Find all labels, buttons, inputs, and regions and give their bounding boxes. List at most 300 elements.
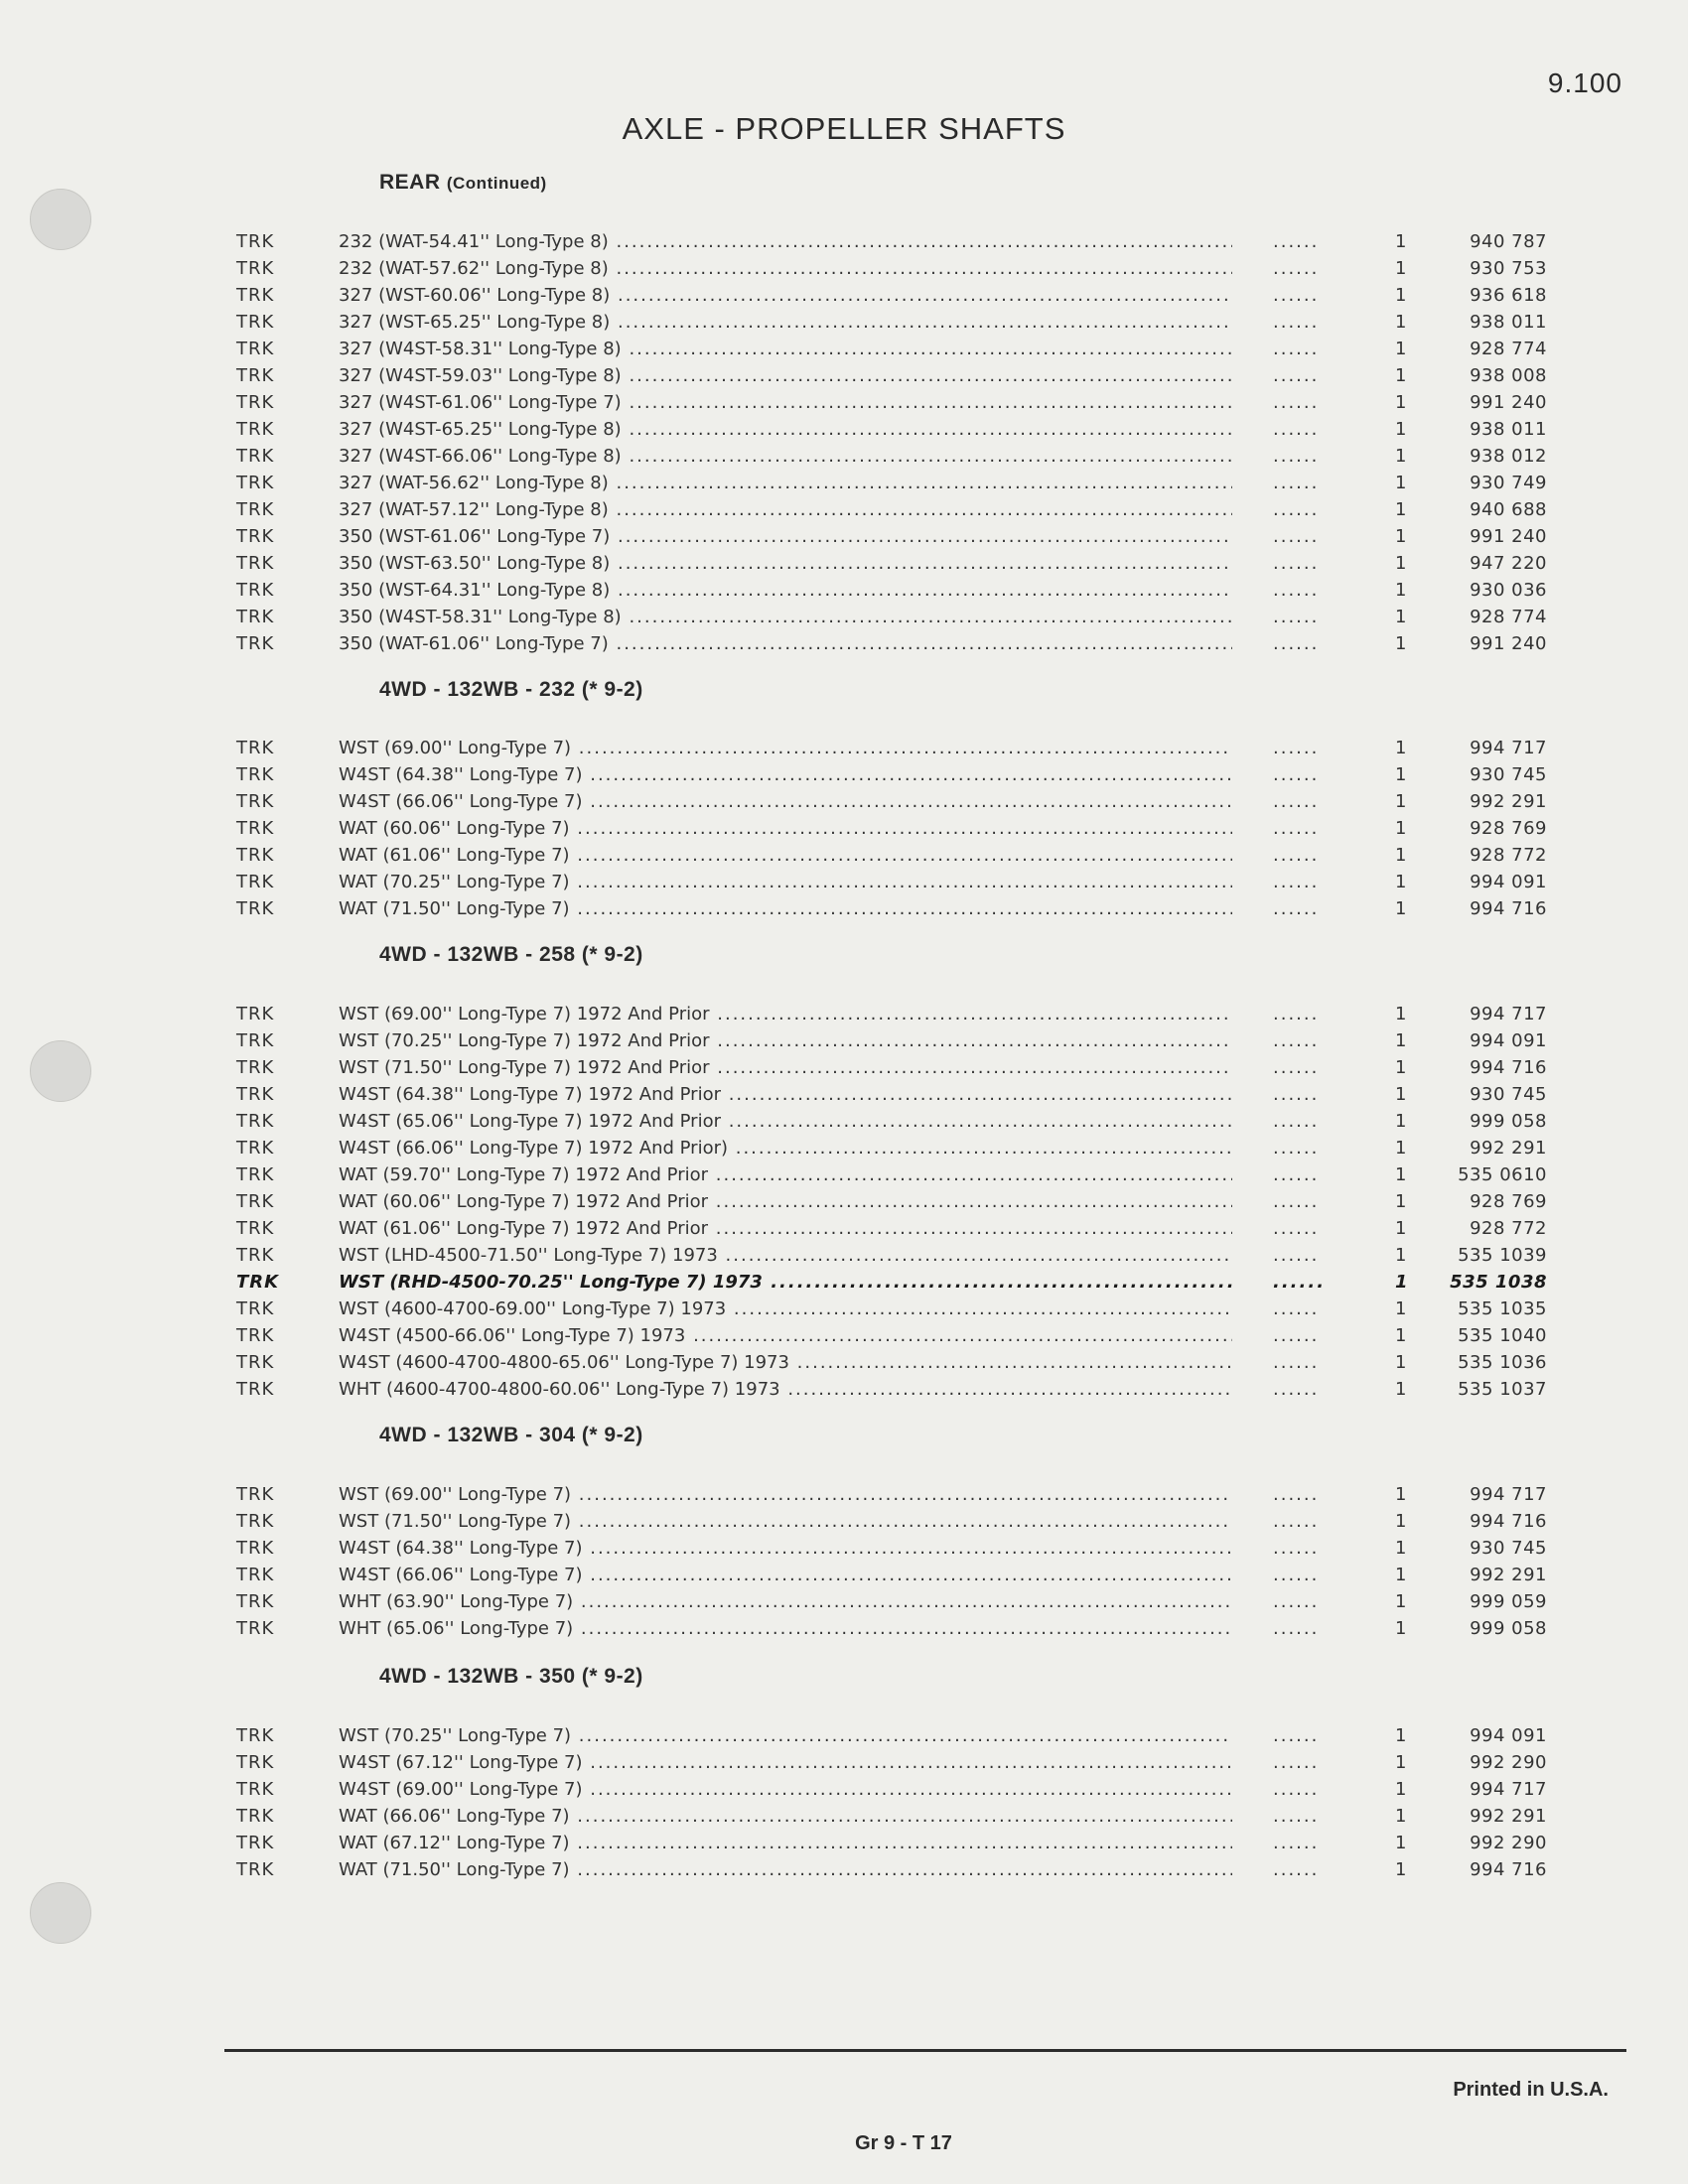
part-number: 938 011 — [1470, 312, 1547, 333]
quantity: 1 — [1395, 1245, 1407, 1266]
part-number: 535 1036 — [1458, 1352, 1547, 1373]
leader-dots: ...... — [1273, 1191, 1320, 1212]
part-description: W4ST (64.38'' Long-Type 7) ..... — [339, 764, 1232, 785]
table-row — [0, 1776, 1688, 1803]
part-description: WST (LHD-4500-71.50'' Long-Type 7) 1973 ..... — [339, 1245, 1232, 1266]
quantity: 1 — [1395, 339, 1407, 359]
leader-dots: ...... — [1273, 1084, 1320, 1105]
part-number: 535 1039 — [1458, 1245, 1547, 1266]
leader-dots: ...... — [1273, 764, 1320, 785]
part-number: 535 0610 — [1458, 1164, 1547, 1185]
vehicle-type: TRK — [236, 1191, 275, 1212]
vehicle-type: TRK — [236, 1164, 275, 1185]
leader-dots: ...... — [1273, 339, 1320, 359]
leader-dots: ...... — [1273, 231, 1320, 252]
part-description: WST (71.50'' Long-Type 7) ..... — [339, 1511, 1232, 1532]
leader-dots: ...... — [1273, 312, 1320, 333]
vehicle-type: TRK — [236, 526, 275, 547]
table-row — [0, 1562, 1688, 1588]
part-description: WAT (67.12'' Long-Type 7) ..... — [339, 1833, 1232, 1853]
part-description: 327 (WAT-56.62'' Long-Type 8) ..... — [339, 473, 1232, 493]
leader-dots: ...... — [1273, 526, 1320, 547]
quantity: 1 — [1395, 1591, 1407, 1612]
part-description: WAT (71.50'' Long-Type 7) ..... — [339, 898, 1232, 919]
table-row — [0, 523, 1688, 550]
vehicle-type: TRK — [236, 1379, 275, 1400]
leader-dots: ...... — [1273, 1111, 1320, 1132]
quantity: 1 — [1395, 738, 1407, 758]
leader-dots: ...... — [1273, 738, 1320, 758]
part-description: W4ST (66.06'' Long-Type 7) ..... — [339, 1565, 1232, 1585]
leader-dots: ...... — [1273, 1298, 1320, 1319]
table-row — [0, 1054, 1688, 1081]
quantity: 1 — [1395, 845, 1407, 866]
quantity: 1 — [1395, 446, 1407, 467]
part-number: 928 772 — [1470, 845, 1547, 866]
vehicle-type: TRK — [236, 365, 275, 386]
vehicle-type: TRK — [236, 1272, 280, 1293]
leader-dots: ...... — [1273, 285, 1320, 306]
part-number: 994 717 — [1470, 1484, 1547, 1505]
part-number: 940 787 — [1470, 231, 1547, 252]
leader-dots: ...... — [1273, 818, 1320, 839]
section-heading-text: 4WD - 132WB - 232 (* 9-2) — [379, 678, 643, 701]
leader-dots: ...... — [1273, 1379, 1320, 1400]
section-heading-text: 4WD - 132WB - 304 (* 9-2) — [379, 1424, 643, 1446]
leader-dots: ...... — [1273, 1565, 1320, 1585]
quantity: 1 — [1395, 1084, 1407, 1105]
quantity: 1 — [1395, 392, 1407, 413]
table-row — [0, 1749, 1688, 1776]
part-number: 936 618 — [1470, 285, 1547, 306]
part-description: W4ST (65.06'' Long-Type 7) 1972 And Prior ..... — [339, 1111, 1232, 1132]
quantity: 1 — [1395, 553, 1407, 574]
part-description: WAT (66.06'' Long-Type 7) ..... — [339, 1806, 1232, 1827]
vehicle-type: TRK — [236, 446, 275, 467]
leader-dots: ...... — [1273, 845, 1320, 866]
part-number: 930 745 — [1470, 1084, 1547, 1105]
part-number: 994 716 — [1470, 1057, 1547, 1078]
table-row — [0, 1322, 1688, 1349]
vehicle-type: TRK — [236, 845, 275, 866]
section-heading — [379, 1665, 643, 1689]
table-row — [0, 788, 1688, 815]
table-row — [0, 1001, 1688, 1027]
section-heading — [379, 943, 643, 967]
leader-dots: ...... — [1273, 607, 1320, 627]
leader-dots: ...... — [1273, 1030, 1320, 1051]
vehicle-type: TRK — [236, 791, 275, 812]
vehicle-type: TRK — [236, 419, 275, 440]
table-row — [0, 309, 1688, 336]
part-description: 350 (WAT-61.06'' Long-Type 7) ..... — [339, 633, 1232, 654]
table-row — [0, 282, 1688, 309]
leader-dots: ...... — [1273, 1245, 1320, 1266]
table-row — [0, 761, 1688, 788]
part-description: WHT (4600-4700-4800-60.06'' Long-Type 7) 1973 ..... — [339, 1379, 1232, 1400]
table-row — [0, 1081, 1688, 1108]
table-row — [0, 1615, 1688, 1642]
quantity: 1 — [1395, 1111, 1407, 1132]
quantity: 1 — [1395, 1164, 1407, 1185]
part-number: 994 717 — [1470, 738, 1547, 758]
leader-dots: ...... — [1273, 1272, 1327, 1293]
part-description: 350 (WST-61.06'' Long-Type 7) ..... — [339, 526, 1232, 547]
part-description: WAT (60.06'' Long-Type 7) 1972 And Prior ..... — [339, 1191, 1232, 1212]
leader-dots: ...... — [1273, 419, 1320, 440]
part-number: 999 058 — [1470, 1111, 1547, 1132]
vehicle-type: TRK — [236, 738, 275, 758]
leader-dots: ...... — [1273, 791, 1320, 812]
table-row — [0, 470, 1688, 496]
part-number: 928 774 — [1470, 607, 1547, 627]
part-number: 992 290 — [1470, 1752, 1547, 1773]
table-row — [0, 1296, 1688, 1322]
leader-dots: ...... — [1273, 872, 1320, 892]
part-description: W4ST (67.12'' Long-Type 7) ..... — [339, 1752, 1232, 1773]
part-number: 994 091 — [1470, 1030, 1547, 1051]
quantity: 1 — [1395, 499, 1407, 520]
table-row — [0, 1215, 1688, 1242]
parts-list — [0, 1722, 1688, 1883]
vehicle-type: TRK — [236, 1538, 275, 1559]
table-row — [0, 1803, 1688, 1830]
leader-dots: ...... — [1273, 499, 1320, 520]
quantity: 1 — [1395, 1833, 1407, 1853]
quantity: 1 — [1395, 1484, 1407, 1505]
leader-dots: ...... — [1273, 446, 1320, 467]
quantity: 1 — [1395, 633, 1407, 654]
section-heading — [379, 678, 643, 702]
table-row — [0, 496, 1688, 523]
table-row — [0, 869, 1688, 895]
part-description: 232 (WAT-54.41'' Long-Type 8) ..... — [339, 231, 1232, 252]
quantity: 1 — [1395, 1298, 1407, 1319]
leader-dots: ...... — [1273, 1484, 1320, 1505]
part-description: WST (4600-4700-69.00'' Long-Type 7) 1973 ..... — [339, 1298, 1232, 1319]
part-number: 938 012 — [1470, 446, 1547, 467]
table-row — [0, 1856, 1688, 1883]
part-description: W4ST (69.00'' Long-Type 7) ..... — [339, 1779, 1232, 1800]
vehicle-type: TRK — [236, 1352, 275, 1373]
part-number: 938 008 — [1470, 365, 1547, 386]
leader-dots: ...... — [1273, 1591, 1320, 1612]
vehicle-type: TRK — [236, 872, 275, 892]
vehicle-type: TRK — [236, 607, 275, 627]
leader-dots: ...... — [1273, 1511, 1320, 1532]
part-description: WST (70.25'' Long-Type 7) 1972 And Prior ..... — [339, 1030, 1232, 1051]
part-description: 327 (W4ST-58.31'' Long-Type 8) ..... — [339, 339, 1232, 359]
quantity: 1 — [1395, 231, 1407, 252]
part-number: 991 240 — [1470, 633, 1547, 654]
part-description: WST (69.00'' Long-Type 7) ..... — [339, 1484, 1232, 1505]
vehicle-type: TRK — [236, 1806, 275, 1827]
part-description: WAT (59.70'' Long-Type 7) 1972 And Prior ..... — [339, 1164, 1232, 1185]
part-description: 327 (W4ST-65.25'' Long-Type 8) ..... — [339, 419, 1232, 440]
part-number: 994 717 — [1470, 1004, 1547, 1024]
leader-dots: ...... — [1273, 1833, 1320, 1853]
leader-dots: ...... — [1273, 1618, 1320, 1639]
table-row — [0, 1588, 1688, 1615]
table-row — [0, 255, 1688, 282]
quantity: 1 — [1395, 1057, 1407, 1078]
part-number: 994 717 — [1470, 1779, 1547, 1800]
part-number: 994 091 — [1470, 872, 1547, 892]
part-description: 327 (WAT-57.12'' Long-Type 8) ..... — [339, 499, 1232, 520]
table-row — [0, 443, 1688, 470]
quantity: 1 — [1395, 473, 1407, 493]
part-description: 327 (WST-65.25'' Long-Type 8) ..... — [339, 312, 1232, 333]
leader-dots: ...... — [1273, 1806, 1320, 1827]
part-number: 991 240 — [1470, 526, 1547, 547]
leader-dots: ...... — [1273, 1725, 1320, 1746]
table-row — [0, 1722, 1688, 1749]
quantity: 1 — [1395, 365, 1407, 386]
vehicle-type: TRK — [236, 1591, 275, 1612]
table-row — [0, 1376, 1688, 1403]
vehicle-type: TRK — [236, 1325, 275, 1346]
leader-dots: ...... — [1273, 633, 1320, 654]
table-row — [0, 604, 1688, 630]
section-heading — [379, 1424, 643, 1447]
table-row — [0, 362, 1688, 389]
part-description: W4ST (4600-4700-4800-65.06'' Long-Type 7) 1973 ..... — [339, 1352, 1232, 1373]
part-description: WAT (70.25'' Long-Type 7) ..... — [339, 872, 1232, 892]
leader-dots: ...... — [1273, 1218, 1320, 1239]
part-description: 232 (WAT-57.62'' Long-Type 8) ..... — [339, 258, 1232, 279]
vehicle-type: TRK — [236, 258, 275, 279]
table-row — [0, 1349, 1688, 1376]
table-row — [0, 1108, 1688, 1135]
vehicle-type: TRK — [236, 1779, 275, 1800]
table-row — [0, 842, 1688, 869]
leader-dots: ...... — [1273, 1779, 1320, 1800]
part-number: 928 774 — [1470, 339, 1547, 359]
vehicle-type: TRK — [236, 818, 275, 839]
part-number: 930 749 — [1470, 473, 1547, 493]
vehicle-type: TRK — [236, 1752, 275, 1773]
quantity: 1 — [1395, 1752, 1407, 1773]
part-number: 994 716 — [1470, 898, 1547, 919]
quantity: 1 — [1395, 312, 1407, 333]
leader-dots: ...... — [1273, 1138, 1320, 1159]
quantity: 1 — [1395, 818, 1407, 839]
leader-dots: ...... — [1273, 1325, 1320, 1346]
quantity: 1 — [1395, 1218, 1407, 1239]
part-description: WHT (63.90'' Long-Type 7) ..... — [339, 1591, 1232, 1612]
vehicle-type: TRK — [236, 553, 275, 574]
vehicle-type: TRK — [236, 473, 275, 493]
vehicle-type: TRK — [236, 1030, 275, 1051]
part-number: 994 716 — [1470, 1859, 1547, 1880]
part-number: 994 716 — [1470, 1511, 1547, 1532]
quantity: 1 — [1395, 1379, 1407, 1400]
vehicle-type: TRK — [236, 764, 275, 785]
part-description: WST (70.25'' Long-Type 7) ..... — [339, 1725, 1232, 1746]
table-row — [0, 1481, 1688, 1508]
vehicle-type: TRK — [236, 633, 275, 654]
leader-dots: ...... — [1273, 1057, 1320, 1078]
leader-dots: ...... — [1273, 580, 1320, 601]
part-number: 928 769 — [1470, 1191, 1547, 1212]
part-description: W4ST (64.38'' Long-Type 7) ..... — [339, 1538, 1232, 1559]
table-row — [0, 1242, 1688, 1269]
leader-dots: ...... — [1273, 1752, 1320, 1773]
quantity: 1 — [1395, 1565, 1407, 1585]
quantity: 1 — [1395, 1030, 1407, 1051]
parts-list — [0, 1481, 1688, 1642]
section-heading-text: 4WD - 132WB - 258 (* 9-2) — [379, 943, 643, 966]
quantity: 1 — [1395, 1138, 1407, 1159]
vehicle-type: TRK — [236, 1725, 275, 1746]
part-number: 930 753 — [1470, 258, 1547, 279]
quantity: 1 — [1395, 1859, 1407, 1880]
part-number: 992 291 — [1470, 1806, 1547, 1827]
vehicle-type: TRK — [236, 1484, 275, 1505]
part-number: 991 240 — [1470, 392, 1547, 413]
quantity: 1 — [1395, 1779, 1407, 1800]
page-number: 9.100 — [1547, 68, 1622, 98]
vehicle-type: TRK — [236, 1511, 275, 1532]
vehicle-type: TRK — [236, 898, 275, 919]
part-number: 994 091 — [1470, 1725, 1547, 1746]
quantity: 1 — [1395, 258, 1407, 279]
vehicle-type: TRK — [236, 1833, 275, 1853]
part-description: W4ST (4500-66.06'' Long-Type 7) 1973 ..... — [339, 1325, 1232, 1346]
leader-dots: ...... — [1273, 1352, 1320, 1373]
table-row — [0, 1135, 1688, 1161]
part-number: 930 745 — [1470, 1538, 1547, 1559]
table-row — [0, 1269, 1688, 1296]
section-heading-sub: (Continued) — [446, 174, 547, 193]
parts-list — [0, 228, 1688, 657]
table-row — [0, 1508, 1688, 1535]
part-number: 992 291 — [1470, 1138, 1547, 1159]
part-description: 327 (W4ST-66.06'' Long-Type 8) ..... — [339, 446, 1232, 467]
leader-dots: ...... — [1273, 1859, 1320, 1880]
vehicle-type: TRK — [236, 231, 275, 252]
quantity: 1 — [1395, 898, 1407, 919]
part-number: 535 1037 — [1458, 1379, 1547, 1400]
part-number: 992 291 — [1470, 1565, 1547, 1585]
section-heading-text: 4WD - 132WB - 350 (* 9-2) — [379, 1665, 643, 1688]
part-description: WAT (71.50'' Long-Type 7) ..... — [339, 1859, 1232, 1880]
part-description: WST (71.50'' Long-Type 7) 1972 And Prior ..... — [339, 1057, 1232, 1078]
leader-dots: ...... — [1273, 1164, 1320, 1185]
vehicle-type: TRK — [236, 499, 275, 520]
table-row — [0, 630, 1688, 657]
leader-dots: ...... — [1273, 1004, 1320, 1024]
leader-dots: ...... — [1273, 473, 1320, 493]
leader-dots: ...... — [1273, 392, 1320, 413]
vehicle-type: TRK — [236, 1218, 275, 1239]
table-row — [0, 228, 1688, 255]
vehicle-type: TRK — [236, 1618, 275, 1639]
vehicle-type: TRK — [236, 1111, 275, 1132]
quantity: 1 — [1395, 1004, 1407, 1024]
vehicle-type: TRK — [236, 339, 275, 359]
part-description: WAT (60.06'' Long-Type 7) ..... — [339, 818, 1232, 839]
table-row — [0, 1535, 1688, 1562]
quantity: 1 — [1395, 1191, 1407, 1212]
part-number: 928 769 — [1470, 818, 1547, 839]
vehicle-type: TRK — [236, 312, 275, 333]
part-number: 992 290 — [1470, 1833, 1547, 1853]
part-description: WST (69.00'' Long-Type 7) ..... — [339, 738, 1232, 758]
quantity: 1 — [1395, 607, 1407, 627]
part-number: 999 059 — [1470, 1591, 1547, 1612]
group-code: Gr 9 - T 17 — [855, 2132, 952, 2154]
part-number: 947 220 — [1470, 553, 1547, 574]
quantity: 1 — [1395, 872, 1407, 892]
quantity: 1 — [1395, 285, 1407, 306]
part-description: 350 (WST-63.50'' Long-Type 8) ..... — [339, 553, 1232, 574]
quantity: 1 — [1395, 526, 1407, 547]
quantity: 1 — [1395, 1725, 1407, 1746]
part-description: WST (RHD-4500-70.25'' Long-Type 7) 1973 ..... — [339, 1272, 1232, 1293]
part-description: 327 (W4ST-61.06'' Long-Type 7) ..... — [339, 392, 1232, 413]
table-row — [0, 895, 1688, 922]
quantity: 1 — [1395, 1352, 1407, 1373]
part-description: 327 (W4ST-59.03'' Long-Type 8) ..... — [339, 365, 1232, 386]
vehicle-type: TRK — [236, 285, 275, 306]
quantity: 1 — [1395, 580, 1407, 601]
part-number: 940 688 — [1470, 499, 1547, 520]
part-description: 327 (WST-60.06'' Long-Type 8) ..... — [339, 285, 1232, 306]
vehicle-type: TRK — [236, 1565, 275, 1585]
quantity: 1 — [1395, 1511, 1407, 1532]
part-number: 535 1035 — [1458, 1298, 1547, 1319]
vehicle-type: TRK — [236, 1245, 275, 1266]
table-row — [0, 577, 1688, 604]
parts-list — [0, 1001, 1688, 1403]
table-row — [0, 735, 1688, 761]
part-number: 992 291 — [1470, 791, 1547, 812]
quantity: 1 — [1395, 764, 1407, 785]
part-number: 930 745 — [1470, 764, 1547, 785]
table-row — [0, 815, 1688, 842]
quantity: 1 — [1395, 791, 1407, 812]
table-row — [0, 1830, 1688, 1856]
vehicle-type: TRK — [236, 1859, 275, 1880]
part-description: 350 (WST-64.31'' Long-Type 8) ..... — [339, 580, 1232, 601]
table-row — [0, 1161, 1688, 1188]
page-title: AXLE - PROPELLER SHAFTS — [622, 111, 1066, 146]
quantity: 1 — [1395, 1272, 1408, 1293]
quantity: 1 — [1395, 419, 1407, 440]
quantity: 1 — [1395, 1538, 1407, 1559]
part-description: WHT (65.06'' Long-Type 7) ..... — [339, 1618, 1232, 1639]
vehicle-type: TRK — [236, 580, 275, 601]
quantity: 1 — [1395, 1618, 1407, 1639]
leader-dots: ...... — [1273, 365, 1320, 386]
vehicle-type: TRK — [236, 1084, 275, 1105]
part-number: 535 1038 — [1450, 1272, 1547, 1293]
section-heading — [379, 171, 547, 195]
quantity: 1 — [1395, 1806, 1407, 1827]
footer-rule — [224, 2049, 1626, 2052]
quantity: 1 — [1395, 1325, 1407, 1346]
part-number: 938 011 — [1470, 419, 1547, 440]
table-row — [0, 336, 1688, 362]
table-row — [0, 550, 1688, 577]
vehicle-type: TRK — [236, 1138, 275, 1159]
leader-dots: ...... — [1273, 898, 1320, 919]
part-number: 930 036 — [1470, 580, 1547, 601]
parts-list — [0, 735, 1688, 922]
table-row — [0, 389, 1688, 416]
table-row — [0, 416, 1688, 443]
